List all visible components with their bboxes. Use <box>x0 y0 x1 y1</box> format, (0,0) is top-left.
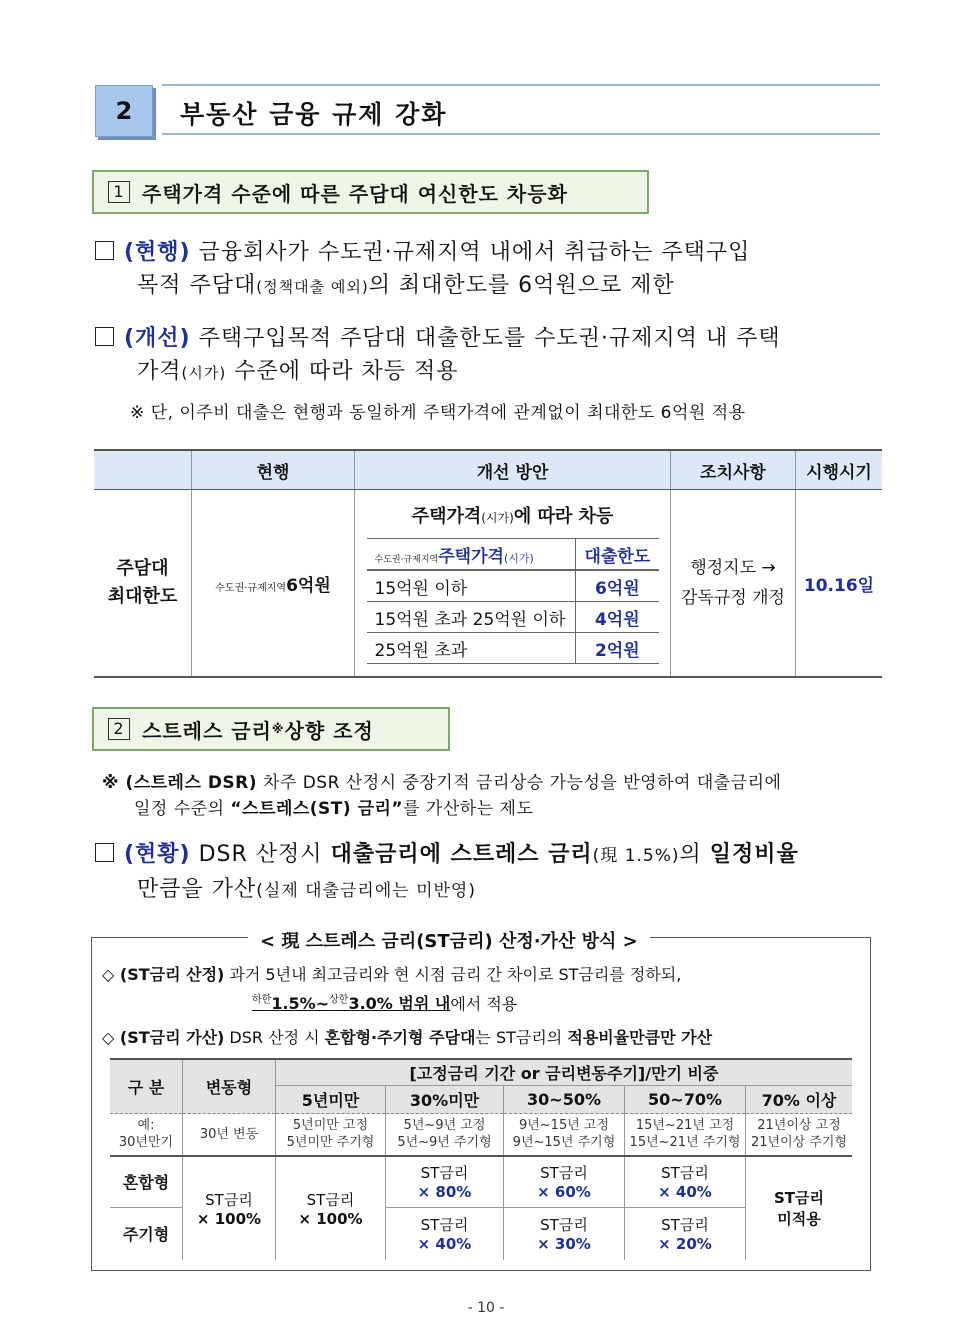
example-cell <box>504 1114 625 1156</box>
paragraph-bold: 일정비율 <box>709 842 799 867</box>
periodic-rate <box>504 1208 625 1260</box>
tag-status: (현황) <box>124 842 191 867</box>
action-line: 행정지도 → <box>690 558 776 578</box>
band-header: 70% 이상 <box>746 1086 853 1114</box>
mixed-rate <box>386 1156 504 1208</box>
subsection-title: 상향 조정 <box>284 718 374 743</box>
example-variable: 30년 변동 <box>183 1114 276 1156</box>
row-periodic: 주기형 <box>122 1225 170 1245</box>
example-label-line: 예: <box>137 1118 155 1134</box>
checkbox-icon <box>95 327 114 346</box>
table-header-blank <box>94 450 192 490</box>
subsection-number: 1 <box>108 181 130 203</box>
note-text: 일정 수준의 <box>134 799 231 819</box>
row-label-line: 최대한도 <box>107 586 178 607</box>
variable-rate <box>183 1156 276 1260</box>
tag-improvement: (개선) <box>124 326 191 351</box>
st-label: ST금리 <box>661 1216 709 1235</box>
bullet-text: 는 ST금리의 <box>475 1028 568 1047</box>
paragraph-small: (시가) <box>181 364 227 382</box>
table-row <box>110 1156 852 1208</box>
footnote-mark: ※ <box>271 722 285 736</box>
paragraph-text: 수준에 따라 차등 적용 <box>226 359 459 384</box>
paragraph-text: 의 최대한도를 6억원으로 제한 <box>368 273 675 298</box>
st-label: ST금리 <box>540 1164 588 1183</box>
note-tag: ※ (스트레스 DSR) <box>102 773 258 793</box>
bullet-text: DSR 산정 시 <box>224 1028 325 1047</box>
action-line: 감독규정 개정 <box>681 588 785 608</box>
plan-title-part: 에 따라 차등 <box>513 506 614 527</box>
subsection-number: 2 <box>108 718 130 740</box>
checkbox-icon <box>95 843 114 862</box>
st-ratio: × 20% <box>658 1235 712 1254</box>
section-number <box>95 85 153 137</box>
paragraph-text: 주택구입목적 주담대 대출한도를 수도권·규제지역 내 주택 <box>198 326 781 351</box>
tag-current: (현행) <box>124 240 191 265</box>
st-ratio: × 30% <box>537 1235 591 1254</box>
inner-header-price <box>367 539 576 571</box>
bullet-tag: ◇ (ST금리 가산) <box>102 1028 225 1047</box>
table-row <box>367 633 659 664</box>
mixed-rate <box>504 1156 625 1208</box>
example-row <box>110 1114 852 1156</box>
st-ratio: × 100% <box>196 1209 262 1228</box>
bullet-tag: ◇ (ST금리 산정) <box>102 965 225 984</box>
example-line: 15년~21년 고정 <box>635 1118 735 1134</box>
paragraph-text: 목적 주담대 <box>137 273 257 298</box>
example-line: 5년미만 주기형 <box>286 1135 375 1151</box>
band-header: 5년미만 <box>276 1086 386 1114</box>
example-line: 15년~21년 주기형 <box>629 1135 741 1151</box>
table-header: 개선 방안 <box>355 450 671 490</box>
table-row <box>367 570 659 602</box>
price-tier: 15억원 초과 25억원 이하 <box>367 602 576 633</box>
stress-dsr-note <box>102 770 892 822</box>
price-tier: 15억원 이하 <box>367 570 576 602</box>
example-label-line: 30년만기 <box>118 1135 174 1151</box>
st-label: ST금리 <box>306 1190 355 1209</box>
st-ratio: × 100% <box>298 1209 363 1228</box>
paragraph-text: 의 <box>679 842 710 867</box>
example-line: 5년미만 고정 <box>292 1118 369 1134</box>
paragraph-text: 가격 <box>137 359 182 384</box>
example-cell <box>386 1114 504 1156</box>
subsection-title-box <box>92 170 649 214</box>
action-cell <box>671 490 796 678</box>
paragraph-bold: 대출금리에 스트레스 금리 <box>330 842 593 867</box>
plan-title-part: 주택가격 <box>411 506 482 527</box>
st-ratio: × 40% <box>417 1235 472 1254</box>
checkbox-icon <box>95 241 114 260</box>
st-ratio: × 40% <box>658 1183 712 1202</box>
st-label: ST금리 <box>420 1216 469 1235</box>
subsection-title: 스트레스 금리 <box>142 718 272 743</box>
section-title: 부동산 금융 규제 강화 <box>180 100 448 129</box>
paragraph-small: (정책대출 예외) <box>256 278 369 296</box>
paragraph-text: 만큼을 가산 <box>137 877 257 902</box>
box-bullet-1 <box>102 962 872 1017</box>
table-header: 현행 <box>192 450 355 490</box>
box-bullet-2 <box>102 1025 872 1048</box>
price-tier-table <box>367 538 659 664</box>
st-rate-table <box>110 1058 852 1260</box>
current-region: 수도권·규제지역 <box>215 582 287 594</box>
periodic-rate <box>625 1208 746 1260</box>
subsection-title: 주택가격 수준에 따른 주담대 여신한도 차등화 <box>142 181 568 206</box>
divider <box>162 84 880 86</box>
st-label: ST금리 <box>205 1190 253 1209</box>
example-line: 5년~9년 주기형 <box>397 1135 492 1151</box>
under5-rate <box>276 1156 386 1260</box>
st-label: ST금리 <box>420 1164 469 1183</box>
example-line: 9년~15년 주기형 <box>512 1135 616 1151</box>
paragraph-text: 금융회사가 수도권·규제지역 내에서 취급하는 주택구입 <box>198 240 751 265</box>
bound-label: 하한 <box>252 995 272 1006</box>
paragraph-small: (실제 대출금리에는 미반영) <box>256 881 476 901</box>
table-header: 시행시기 <box>796 450 883 490</box>
example-line: 21년이상 고정 <box>757 1118 841 1134</box>
not-applied <box>746 1156 853 1260</box>
st-ratio: × 60% <box>537 1183 591 1202</box>
header-variable: 변동형 <box>183 1059 276 1114</box>
bullet-bold: 혼합형·주기형 주담대 <box>324 1028 476 1047</box>
divider <box>162 133 880 135</box>
subsection-title-box <box>92 707 450 751</box>
mixed-rate <box>625 1156 746 1208</box>
row-mixed: 혼합형 <box>122 1173 170 1193</box>
band-header: 30~50% <box>504 1086 625 1114</box>
inner-header-part: 주택가격 <box>438 546 504 567</box>
current-value: 6억원 <box>286 575 331 596</box>
bound-value: 1.5%~ <box>271 994 330 1014</box>
band-header: 30%미만 <box>386 1086 504 1114</box>
example-line: 9년~15년 고정 <box>518 1118 610 1134</box>
row-label-line: 주담대 <box>116 558 169 579</box>
bound-value: 3.0% 범위 내 <box>348 994 451 1014</box>
bullet-text: 과거 5년내 최고금리와 현 시점 금리 간 차이로 ST금리를 정하되, <box>224 965 682 984</box>
st-label: ST금리 <box>661 1164 709 1183</box>
paragraph-small: (現 1.5%) <box>592 846 680 866</box>
header-kind: 구 분 <box>110 1059 183 1114</box>
note-text: 차주 DSR 산정시 중장기적 금리상승 가능성을 반영하여 대출금리에 <box>257 773 782 793</box>
plan-cell <box>355 490 671 678</box>
page-number: - 10 - <box>467 1300 505 1316</box>
section-number-text: 2 <box>115 97 133 125</box>
inner-header-part: 수도권·규제지역 <box>374 554 439 565</box>
paragraph-improvement <box>95 322 885 390</box>
inner-header-limit: 대출한도 <box>576 539 659 571</box>
example-cell <box>625 1114 746 1156</box>
table-header: 조치사항 <box>671 450 796 490</box>
bullet-text: 에서 적용 <box>450 994 518 1014</box>
st-label: ST금리 <box>540 1216 588 1235</box>
paragraph-text: DSR 산정시 <box>190 842 331 867</box>
loan-limit-table <box>94 449 882 678</box>
example-cell <box>746 1114 853 1156</box>
row-label <box>94 490 192 678</box>
paragraph-status <box>95 838 895 908</box>
note-bold: “스트레스(ST) 금리” <box>230 799 404 819</box>
example-cell <box>276 1114 386 1156</box>
table-row <box>367 602 659 633</box>
example-line: 21년이상 주기형 <box>750 1135 848 1151</box>
tier-limit: 6억원 <box>576 570 659 602</box>
box-title: < 現 스트레스 금리(ST금리) 산정·가산 방식 > <box>248 927 650 953</box>
band-header: 50~70% <box>625 1086 746 1114</box>
plan-title-part: (시가) <box>481 511 514 525</box>
note-text: 를 가산하는 제도 <box>403 799 534 819</box>
st-ratio: × 80% <box>417 1183 472 1202</box>
paragraph-current <box>95 236 885 304</box>
current-limit <box>192 490 355 678</box>
bound-label: 상한 <box>329 995 349 1006</box>
header-span: [고정금리 기간 or 금리변동주기]/만기 비중 <box>276 1059 853 1086</box>
tier-limit: 4억원 <box>576 602 659 633</box>
st-label: ST금리 <box>773 1189 824 1207</box>
tier-limit: 2억원 <box>576 633 659 664</box>
price-tier: 25억원 초과 <box>367 633 576 664</box>
periodic-rate <box>386 1208 504 1260</box>
bullet-bold: 적용비율만큼만 가산 <box>567 1028 713 1047</box>
example-line: 5년~9년 고정 <box>403 1118 486 1134</box>
plan-title <box>356 502 669 528</box>
not-applied-label: 미적용 <box>777 1210 821 1228</box>
table-row <box>94 490 882 678</box>
effective-date: 10.16일 <box>796 490 883 678</box>
example-label <box>110 1114 183 1156</box>
inner-header-part: (시가) <box>503 551 534 565</box>
note: ※ 단, 이주비 대출은 현행과 동일하게 주택가격에 관계없이 최대한도 6억원 적용 <box>130 403 746 423</box>
